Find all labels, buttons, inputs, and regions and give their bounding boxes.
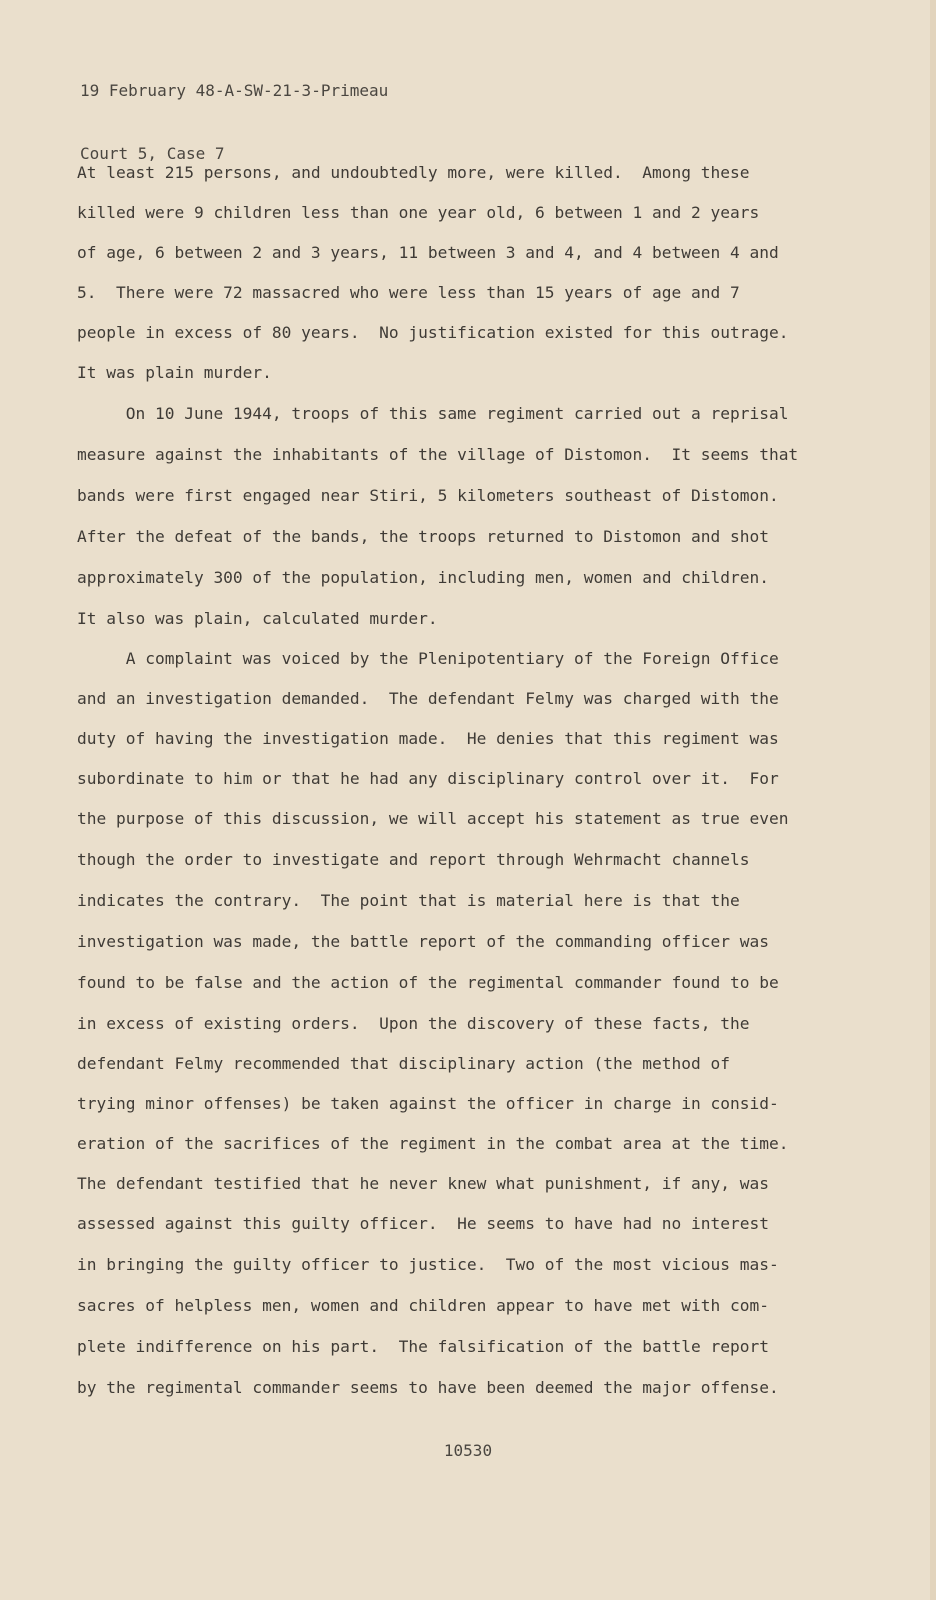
text-line: in bringing the guilty officer to justice. Two of the most vicious mas- [77, 1255, 779, 1274]
text-line: by the regimental commander seems to have been deemed the major offense. [77, 1378, 779, 1397]
text-line: duty of having the investigation made. He denies that this regiment was [77, 729, 779, 748]
text-line: though the order to investigate and report through Wehrmacht channels [77, 850, 750, 869]
text-line: defendant Felmy recommended that disciplinary action (the method of [77, 1054, 730, 1073]
text-line: assessed against this guilty officer. He seems to have had no interest [77, 1214, 769, 1233]
text-line: approximately 300 of the population, including men, women and children. [77, 568, 769, 587]
text-line: sacres of helpless men, women and children appear to have met with com- [77, 1296, 769, 1315]
text-line: It also was plain, calculated murder. [77, 609, 438, 628]
header-court-case: Court 5, Case 7 [80, 144, 225, 163]
text-line: eration of the sacrifices of the regiment in the combat area at the time. [77, 1134, 789, 1153]
text-line: The defendant testified that he never knew what punishment, if any, was [77, 1174, 769, 1193]
text-line: bands were first engaged near Stiri, 5 kilometers southeast of Distomon. [77, 486, 779, 505]
text-line: indicates the contrary. The point that is material here is that the [77, 891, 740, 910]
text-line: found to be false and the action of the regimental commander found to be [77, 973, 779, 992]
text-line: At least 215 persons, and undoubtedly more, were killed. Among these [77, 163, 750, 182]
page-number: 10530 [443, 1441, 493, 1460]
text-line: and an investigation demanded. The defendant Felmy was charged with the [77, 689, 779, 708]
text-line: people in excess of 80 years. No justification existed for this outrage. [77, 323, 789, 342]
text-line: 5. There were 72 massacred who were less than 15 years of age and 7 [77, 283, 740, 302]
text-line: in excess of existing orders. Upon the discovery of these facts, the [77, 1014, 750, 1033]
text-line: On 10 June 1944, troops of this same regiment carried out a reprisal [77, 404, 789, 423]
text-line: the purpose of this discussion, we will accept his statement as true even [77, 809, 789, 828]
header-date-reference: 19 February 48-A-SW-21-3-Primeau [80, 81, 389, 100]
text-line: A complaint was voiced by the Plenipotentiary of the Foreign Office [77, 649, 779, 668]
text-line: killed were 9 children less than one year old, 6 between 1 and 2 years [77, 203, 760, 222]
text-line: It was plain murder. [77, 363, 272, 382]
text-line: subordinate to him or that he had any disciplinary control over it. For [77, 769, 779, 788]
text-line: measure against the inhabitants of the village of Distomon. It seems that [77, 445, 799, 464]
text-line: After the defeat of the bands, the troops returned to Distomon and shot [77, 527, 769, 546]
text-line: investigation was made, the battle report of the commanding officer was [77, 932, 769, 951]
text-line: of age, 6 between 2 and 3 years, 11 between 3 and 4, and 4 between 4 and [77, 243, 779, 262]
text-line: plete indifference on his part. The falsification of the battle report [77, 1337, 769, 1356]
text-line: trying minor offenses) be taken against the officer in charge in consid- [77, 1094, 779, 1113]
